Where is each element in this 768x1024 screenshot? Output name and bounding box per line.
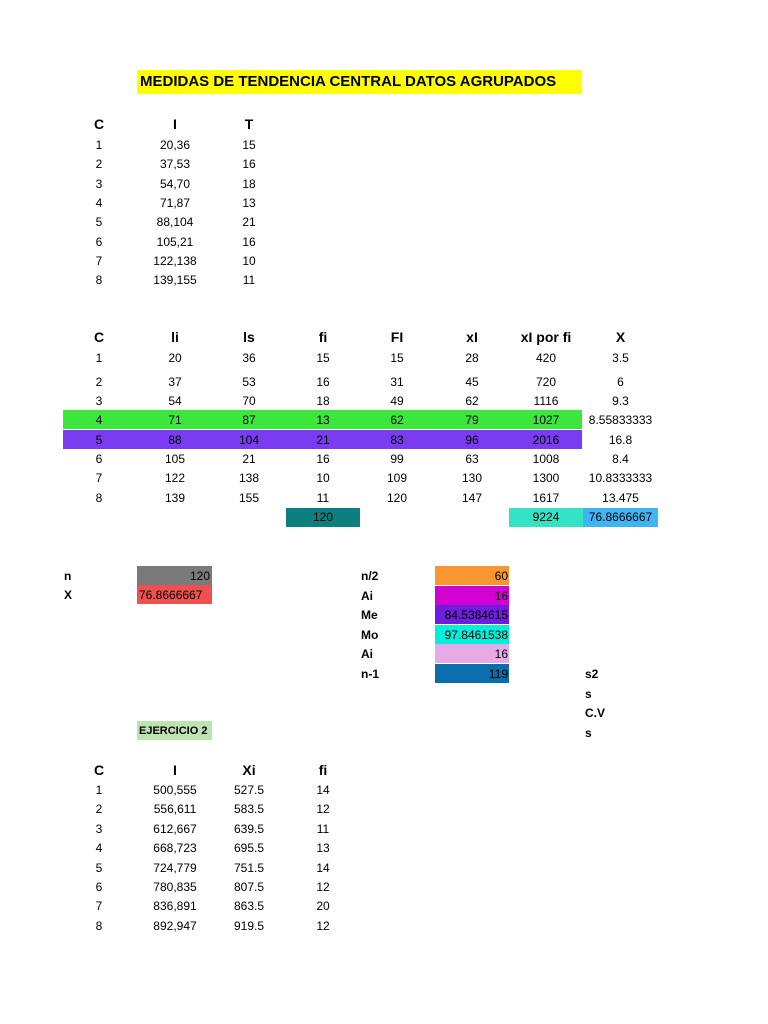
table2-cell: 62	[465, 394, 479, 408]
table1-cell: 3	[95, 176, 103, 191]
table1-cell: 71,87	[159, 195, 191, 210]
ex2-cell: 500,555	[153, 783, 197, 797]
table2-cell: 122	[164, 471, 186, 485]
table2-cell: 31	[390, 375, 404, 389]
ex2-cell: 863.5	[233, 899, 265, 914]
ex2-cell: 639.5	[233, 821, 265, 836]
ex2-cell: 1	[95, 783, 103, 797]
table2-cell: 16	[316, 375, 330, 389]
table2-cell: 71	[168, 413, 182, 427]
ex2-cell: 14	[316, 860, 330, 875]
stat-n-value: 120	[189, 569, 210, 583]
table1-cell: 5	[95, 215, 103, 230]
table2-cell: 70	[242, 394, 256, 408]
table1-cell: 6	[95, 234, 103, 249]
table2-cell: 1300	[532, 471, 560, 485]
ex2-cell: 3	[95, 821, 103, 836]
table1-cell: 13	[242, 195, 256, 210]
ex2-cell: 13	[316, 841, 330, 856]
table2-cell: 18	[316, 394, 330, 408]
ex2-cell: 751.5	[233, 860, 265, 875]
stat-mid-value: 16	[494, 588, 508, 603]
table2-cell: 1116	[533, 394, 559, 408]
total-xifi-value: 9224	[532, 510, 560, 524]
table2-cell: 15	[390, 351, 404, 365]
table2-cell: 6	[617, 375, 624, 389]
table2-cell: 53	[242, 375, 256, 389]
stat-mid-label: n-1	[361, 666, 379, 681]
stat-right-label: s	[585, 725, 592, 740]
ex2-cell: 527.5	[233, 783, 265, 797]
table2-cell: 16	[316, 452, 330, 466]
ex2-cell: 11	[316, 821, 330, 836]
table2-cell: 10.8333333	[588, 471, 653, 485]
ex2-cell: 2	[95, 802, 103, 817]
ex2-cell: 6	[95, 880, 103, 894]
table1-cell: 20,36	[159, 138, 191, 152]
stat-mid-value: 84.5384615	[444, 608, 508, 622]
table2-cell: 130	[461, 471, 483, 485]
table2-header: FI	[390, 329, 404, 345]
table2-header: xI por fi	[520, 329, 572, 345]
stat-mid-value: 119	[488, 666, 508, 681]
table2-cell: 120	[386, 491, 408, 505]
table2-cell: 10	[316, 471, 330, 485]
table2-cell: 36	[242, 351, 256, 365]
table2-cell: 2	[95, 375, 103, 389]
table1-cell: 16	[242, 234, 256, 249]
ex2-cell: 14	[316, 783, 330, 797]
table2-header: C	[93, 329, 105, 345]
table2-cell: 720	[535, 375, 557, 389]
table2-cell: 4	[95, 413, 103, 427]
table1-cell: 16	[242, 157, 256, 172]
table2-header: li	[171, 329, 179, 345]
ex2-cell: 836,891	[153, 899, 197, 914]
table2-cell: 1027	[532, 413, 560, 427]
ex2-cell: 12	[316, 918, 330, 933]
table2-cell: 9.3	[612, 394, 629, 408]
ex2-cell: 919.5	[233, 918, 265, 933]
table1-header-t: T	[244, 116, 254, 132]
table2-cell: 45	[465, 375, 479, 389]
ex2-cell: 668,723	[153, 841, 197, 856]
table2-cell: 1617	[532, 491, 560, 505]
table2-cell: 13	[316, 413, 330, 427]
stat-mid-label: Ai	[361, 647, 373, 661]
table2-cell: 99	[390, 452, 404, 466]
table2-cell: 8.4	[612, 452, 629, 466]
table1-cell: 8	[95, 273, 103, 288]
table1-cell: 21	[242, 215, 256, 230]
ex2-cell: 20	[316, 899, 330, 914]
stat-mid-label: n/2	[361, 569, 379, 583]
stat-mid-label: Me	[361, 608, 378, 622]
table2-cell: 420	[535, 351, 557, 365]
table2-cell: 21	[316, 433, 330, 447]
table1-cell: 54,70	[159, 176, 191, 191]
table2-cell: 3	[95, 394, 103, 408]
table2-cell: 16.8	[608, 433, 633, 447]
table2-header: xI	[466, 329, 478, 345]
ejercicio2-label: EJERCICIO 2	[139, 725, 208, 737]
table1-cell: 7	[95, 253, 103, 268]
ex2-cell: 7	[95, 899, 103, 914]
table2-cell: 96	[465, 433, 479, 447]
table1-cell: 15	[242, 138, 256, 152]
table2-header: fi	[318, 329, 328, 345]
table2-cell: 11	[316, 491, 330, 505]
ex2-header: fi	[318, 762, 328, 778]
ex2-cell: 8	[95, 918, 103, 933]
table1-cell: 10	[242, 253, 256, 268]
ex2-cell: 807.5	[233, 880, 265, 894]
table2-cell: 1	[95, 351, 103, 365]
total-fi-value: 120	[312, 510, 334, 524]
table2-header: X	[615, 329, 626, 345]
table2-cell: 5	[95, 433, 103, 447]
table1-cell: 18	[242, 176, 256, 191]
table1-cell: 1	[95, 138, 103, 152]
stat-mid-label: Mo	[361, 627, 379, 642]
stat-x-value: 76.8666667	[139, 588, 203, 602]
ex2-cell: 4	[95, 841, 103, 856]
table2-cell: 139	[164, 491, 186, 505]
table1-cell: 2	[95, 157, 103, 172]
table1-cell: 105,21	[156, 234, 194, 249]
stat-mid-value: 16	[494, 647, 508, 661]
table1-cell: 11	[242, 273, 256, 288]
table2-cell: 8	[95, 491, 103, 505]
table2-cell: 1008	[532, 452, 560, 466]
table2-header: ls	[243, 329, 255, 345]
ex2-cell: 5	[95, 860, 103, 875]
table2-cell: 7	[95, 471, 103, 485]
ex2-header: I	[173, 762, 177, 778]
stat-right-label: s2	[585, 667, 599, 681]
table2-cell: 6	[95, 452, 103, 466]
table2-cell: 13.475	[602, 491, 639, 505]
table2-cell: 62	[390, 413, 404, 427]
table1-cell: 122,138	[153, 253, 197, 268]
ex2-cell: 12	[316, 880, 330, 894]
table2-cell: 104	[238, 433, 260, 447]
table1-cell: 37,53	[159, 157, 191, 172]
table2-cell: 109	[386, 471, 408, 485]
table2-cell: 20	[168, 351, 182, 365]
table2-cell: 79	[465, 413, 479, 427]
stat-mid-value: 60	[494, 569, 508, 583]
stat-x-label: X	[64, 588, 73, 602]
table1-header-c: C	[93, 116, 105, 132]
table2-cell: 3.5	[612, 351, 629, 365]
table2-cell: 105	[164, 452, 186, 466]
ex2-cell: 556,611	[153, 802, 197, 817]
ex2-cell: 612,667	[153, 821, 197, 836]
table2-cell: 28	[465, 351, 479, 365]
table1-cell: 88,104	[156, 215, 194, 230]
stat-right-label: s	[585, 686, 592, 701]
table2-cell: 138	[238, 471, 260, 485]
ex2-cell: 695.5	[233, 841, 265, 856]
stat-mid-label: Ai	[361, 588, 373, 603]
ex2-cell: 583.5	[233, 802, 265, 817]
total-x-value: 76.8666667	[588, 510, 653, 524]
table2-cell: 155	[238, 491, 260, 505]
table2-cell: 87	[242, 413, 256, 427]
table2-cell: 21	[242, 452, 256, 466]
table2-cell: 2016	[532, 433, 560, 447]
table2-cell: 63	[465, 452, 479, 466]
table2-cell: 88	[168, 433, 182, 447]
table2-cell: 37	[168, 375, 182, 389]
table1-header-i: I	[173, 116, 177, 132]
ex2-header: Xi	[242, 762, 256, 778]
ex2-header: C	[93, 762, 105, 778]
table2-cell: 8.55833333	[588, 413, 653, 427]
page-title: MEDIDAS DE TENDENCIA CENTRAL DATOS AGRUPADOS	[140, 73, 557, 90]
table2-cell: 15	[316, 351, 330, 365]
table2-cell: 83	[390, 433, 404, 447]
ex2-cell: 724,779	[153, 860, 197, 875]
table1-cell: 139,155	[153, 273, 197, 288]
ex2-cell: 892,947	[153, 918, 197, 933]
stat-mid-value: 97.8461538	[444, 627, 508, 642]
ex2-cell: 12	[316, 802, 330, 817]
table2-cell: 49	[390, 394, 404, 408]
table2-cell: 54	[168, 394, 182, 408]
stat-n-label: n	[64, 569, 72, 583]
table1-cell: 4	[95, 195, 103, 210]
ex2-cell: 780,835	[153, 880, 197, 894]
stat-right-label: C.V	[585, 706, 606, 720]
table2-cell: 147	[461, 491, 483, 505]
